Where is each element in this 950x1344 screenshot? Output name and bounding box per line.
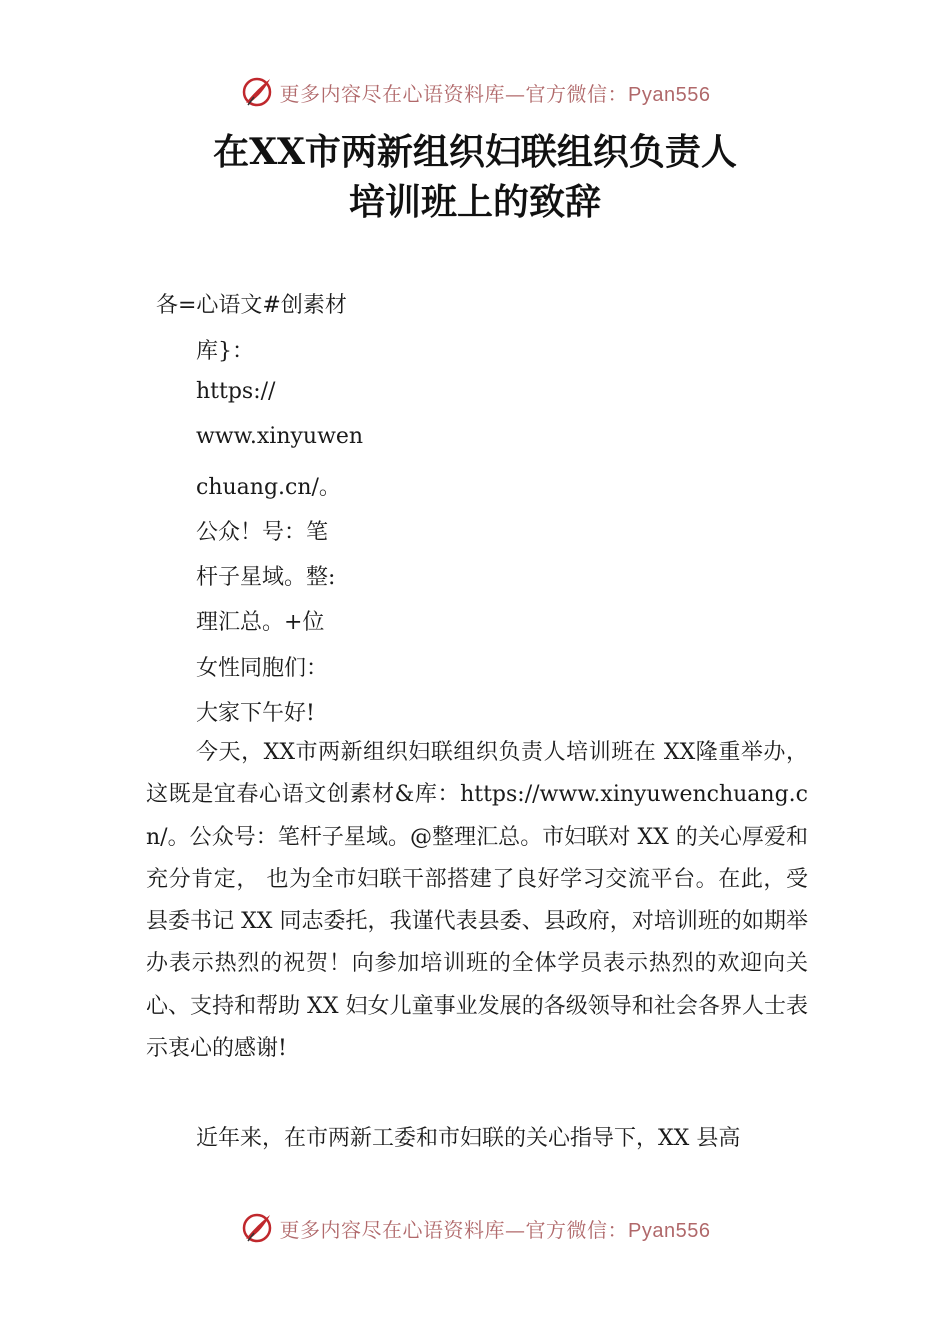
banner-wechat-id: Pyan556 <box>628 1219 711 1242</box>
salutation-line: chuang.cn/。 <box>196 475 341 500</box>
quill-logo-icon <box>240 75 274 109</box>
salutation-line: 公众！号：笔 <box>196 520 329 545</box>
banner-text <box>280 78 711 107</box>
body-paragraph: 今天，XX市两新组织妇联组织负责人培训班在 XX隆重举办，这既是宜春心语文创素材&库：https://www.xinyuwenchuang.cn/。公众号：笔杆子星域。@整理汇总。市妇联对 XX 的关心厚爱和充分肯定， 也为全市妇联干部搭建了良好学习交流平台。在此，受县委书记 XX 同志委托，我谨代表县委、县政府，对培训班的如期举办表示热烈的祝贺！向参加培训班的全体学员表示热烈的欢迎向关心、支持和帮助 XX 妇女儿童事业发展的各级领导和社会各界人士表示衷心的感谢! <box>146 740 808 1062</box>
salutation-line: https:// <box>196 379 276 404</box>
body-paragraph: 近年来，在市两新工委和市妇联的关心指导下，XX 县高 <box>196 1126 741 1151</box>
banner-caption: 更多内容尽在心语资料库—官方微信： <box>279 1217 629 1242</box>
banner-wechat-id: Pyan556 <box>628 83 711 106</box>
footer-watermark-banner <box>0 1208 950 1248</box>
header-watermark-banner <box>0 72 950 112</box>
salutation-line: 理汇总。+位 <box>196 610 325 635</box>
salutation-line: 各=心语文#创素材 <box>156 293 347 318</box>
quill-logo-icon <box>240 1211 274 1245</box>
banner-caption: 更多内容尽在心语资料库—官方微信： <box>279 81 629 106</box>
salutation-line: 杆子星域。整: <box>196 565 336 590</box>
salutation-line: 女性同胞们： <box>196 656 329 681</box>
document-title-line-1: 在XX市两新组织妇联组织负责人 <box>213 131 737 173</box>
greeting-line: 大家下午好! <box>196 701 315 726</box>
banner-text <box>280 1214 711 1243</box>
salutation-line: www.xinyuwen <box>196 424 364 449</box>
document-title-line-2: 培训班上的致辞 <box>348 181 601 223</box>
salutation-line: 库}： <box>196 339 254 364</box>
